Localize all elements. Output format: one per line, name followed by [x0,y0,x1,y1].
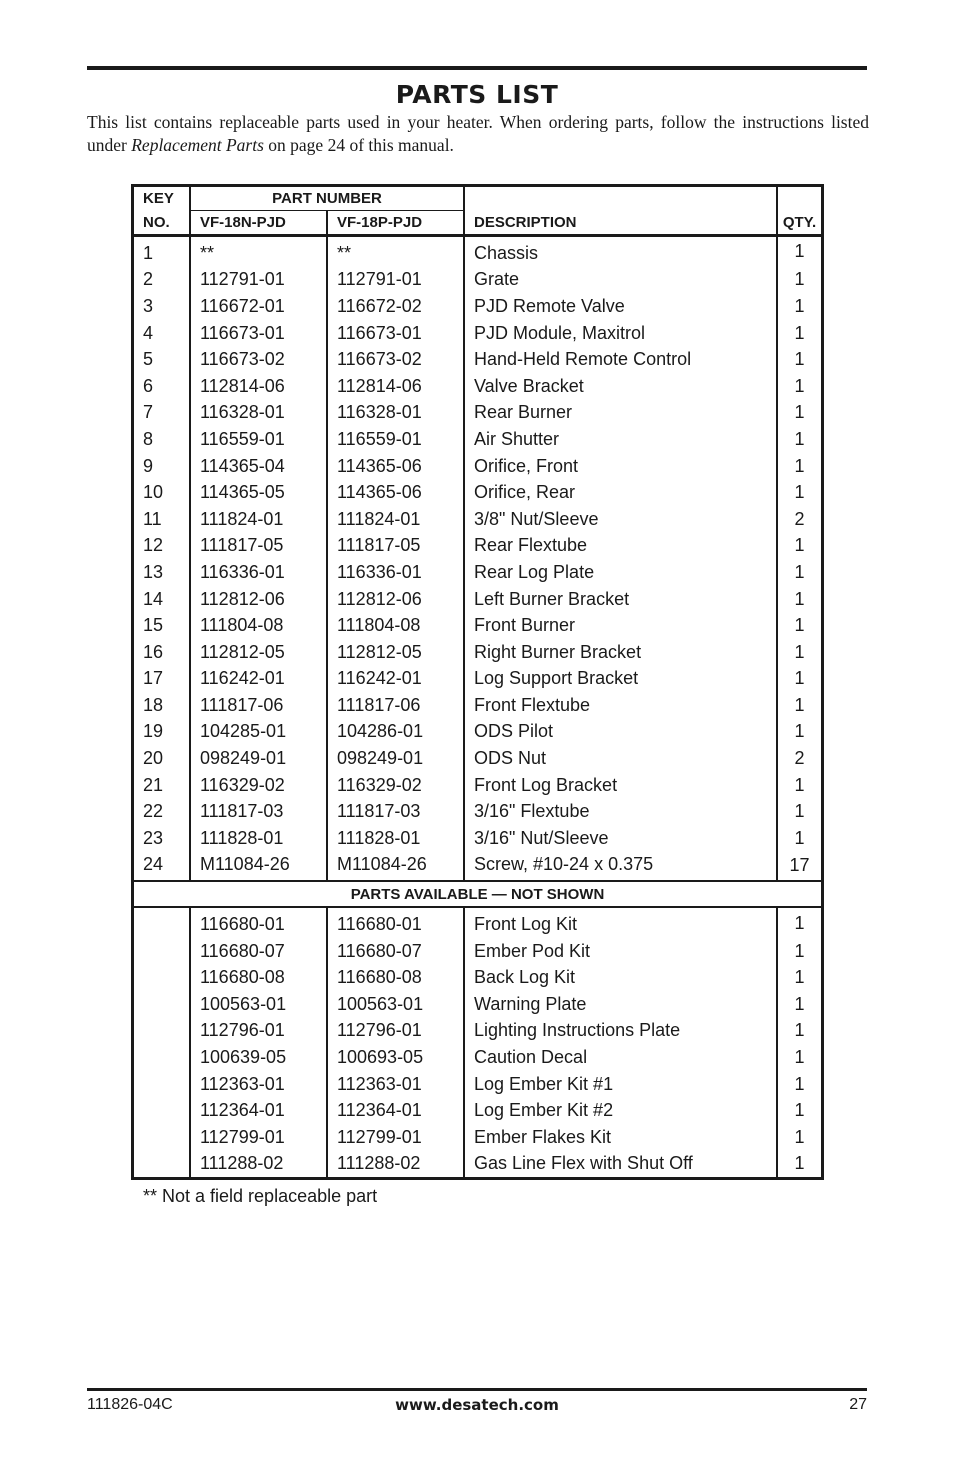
description-cell: Orifice, Rear [464,479,777,506]
part-number-n-cell: 114365-04 [190,453,327,480]
part-number-p-cell: 112363-01 [327,1071,464,1098]
key-number-cell [133,1097,191,1124]
description-cell: Orifice, Front [464,453,777,480]
description-cell: Log Support Bracket [464,666,777,693]
part-number-n-cell: 111828-01 [190,825,327,852]
key-number-cell: 24 [133,852,191,882]
table-row [133,639,823,666]
description-cell: PJD Remote Valve [464,293,777,320]
part-number-p-cell: 111817-06 [327,692,464,719]
part-number-p-cell: ** [327,236,464,267]
table-row [133,267,823,294]
part-number-p-cell: 111804-08 [327,612,464,639]
part-number-p-cell: 112799-01 [327,1124,464,1151]
description-cell: Log Ember Kit #1 [464,1071,777,1098]
key-number-cell: 14 [133,586,191,613]
key-number-cell: 22 [133,798,191,825]
part-number-p-cell: 114365-06 [327,453,464,480]
key-number-cell [133,938,191,965]
header-model-n: VF-18N-PJD [190,211,327,236]
part-number-p-cell: 111817-03 [327,798,464,825]
key-number-cell: 19 [133,719,191,746]
qty-cell: 1 [794,721,805,742]
part-number-p-cell: 112812-06 [327,586,464,613]
part-number-n-cell: 114365-05 [190,479,327,506]
part-number-n-cell: 111804-08 [190,612,327,639]
part-number-p-cell: 116329-02 [327,772,464,799]
table-row [133,745,823,772]
not-shown-header: PARTS AVAILABLE — NOT SHOWN [133,881,823,907]
description-cell: Lighting Instructions Plate [464,1018,777,1045]
qty-cell: 1 [794,801,805,822]
qty-cell: 1 [794,615,805,636]
qty-cell: 1 [794,967,805,988]
top-rule [87,66,867,70]
description-cell: Chassis [464,236,777,267]
qty-cell: 1 [794,428,805,449]
qty-cell: 1 [794,349,805,370]
part-number-n-cell: 112364-01 [190,1097,327,1124]
header-key: KEY [133,186,191,211]
part-number-n-cell: 100639-05 [190,1044,327,1071]
description-cell: PJD Module, Maxitrol [464,320,777,347]
description-cell: ODS Pilot [464,719,777,746]
description-cell: Right Burner Bracket [464,639,777,666]
table-row [133,1124,823,1151]
key-number-cell: 20 [133,745,191,772]
qty-cell: 1 [794,482,805,503]
key-number-cell: 2 [133,267,191,294]
description-cell: Ember Pod Kit [464,938,777,965]
table-row [133,612,823,639]
bottom-rule [87,1388,867,1391]
table-row [133,559,823,586]
qty-cell: 1 [794,993,805,1014]
qty-cell: 1 [794,827,805,848]
table-row [133,692,823,719]
description-cell: Log Ember Kit #2 [464,1097,777,1124]
table-row [133,798,823,825]
part-number-n-cell: 111817-03 [190,798,327,825]
key-number-cell: 10 [133,479,191,506]
qty-cell: 2 [794,748,805,769]
description-cell: Ember Flakes Kit [464,1124,777,1151]
description-cell: Rear Log Plate [464,559,777,586]
key-number-cell [133,907,191,938]
qty-cell: 1 [794,295,805,316]
part-number-p-cell: 116680-08 [327,964,464,991]
table-header-row [133,211,823,236]
qty-cell: 1 [794,588,805,609]
parts-table [131,184,824,1180]
key-number-cell [133,1124,191,1151]
part-number-n-cell: 111817-05 [190,533,327,560]
table-row [133,1044,823,1071]
part-number-n-cell: 112799-01 [190,1124,327,1151]
description-cell: ODS Nut [464,745,777,772]
key-number-cell: 1 [133,236,191,267]
part-number-p-cell: 112791-01 [327,267,464,294]
qty-cell: 1 [794,455,805,476]
key-number-cell [133,964,191,991]
part-number-p-cell: 116336-01 [327,559,464,586]
part-number-n-cell: 116336-01 [190,559,327,586]
part-number-p-cell: 098249-01 [327,745,464,772]
header-key-no: NO. [133,211,191,236]
qty-cell: 1 [794,668,805,689]
table-row [133,586,823,613]
description-cell: 3/16" Nut/Sleeve [464,825,777,852]
part-number-p-cell: 116672-02 [327,293,464,320]
table-row [133,400,823,427]
table-row [133,373,823,400]
header-part-number: PART NUMBER [190,186,464,211]
part-number-n-cell: 112812-05 [190,639,327,666]
part-number-p-cell: 116328-01 [327,400,464,427]
part-number-n-cell: 116329-02 [190,772,327,799]
part-number-n-cell: 116680-01 [190,907,327,938]
not-shown-section [133,881,823,907]
qty-cell: 1 [794,1020,805,1041]
key-number-cell [133,1018,191,1045]
description-cell: Grate [464,267,777,294]
part-number-p-cell: 116559-01 [327,426,464,453]
part-number-p-cell: 116680-07 [327,938,464,965]
part-number-n-cell: 116328-01 [190,400,327,427]
description-cell: Gas Line Flex with Shut Off [464,1151,777,1179]
header-blank [464,186,777,211]
key-number-cell: 8 [133,426,191,453]
table-row [133,293,823,320]
qty-cell: 1 [794,269,805,290]
description-cell: Air Shutter [464,426,777,453]
part-number-p-cell: 114365-06 [327,479,464,506]
key-number-cell: 15 [133,612,191,639]
part-number-p-cell: 112814-06 [327,373,464,400]
qty-cell: 1 [794,402,805,423]
qty-cell: 1 [794,1100,805,1121]
part-number-n-cell: 116680-08 [190,964,327,991]
part-number-p-cell: 111817-05 [327,533,464,560]
table-row [133,666,823,693]
qty-cell: 1 [794,912,805,933]
header-qty: QTY. [777,211,823,236]
qty-cell: 1 [794,535,805,556]
table-row [133,1071,823,1098]
page-number: 27 [849,1396,867,1413]
key-number-cell [133,1071,191,1098]
part-number-n-cell: 116672-01 [190,293,327,320]
part-number-n-cell: 100563-01 [190,991,327,1018]
part-number-n-cell: 112812-06 [190,586,327,613]
part-number-n-cell: 116559-01 [190,426,327,453]
website-link[interactable]: www.desatech.com [395,1396,559,1414]
table-row [133,719,823,746]
part-number-p-cell: 112796-01 [327,1018,464,1045]
part-number-p-cell: 100563-01 [327,991,464,1018]
header-model-p: VF-18P-PJD [327,211,464,236]
table-row [133,825,823,852]
key-number-cell [133,1044,191,1071]
description-cell: 3/8" Nut/Sleeve [464,506,777,533]
part-number-n-cell: M11084-26 [190,852,327,882]
part-number-p-cell: 116680-01 [327,907,464,938]
key-number-cell: 7 [133,400,191,427]
qty-cell: 17 [789,855,810,876]
key-number-cell [133,1151,191,1179]
part-number-n-cell: 112814-06 [190,373,327,400]
part-number-n-cell: 111288-02 [190,1151,327,1179]
table-header-row [133,186,823,211]
part-number-p-cell: 100693-05 [327,1044,464,1071]
table-row [133,346,823,373]
qty-cell: 1 [794,241,805,262]
table-row [133,236,823,267]
key-number-cell: 12 [133,533,191,560]
key-number-cell: 11 [133,506,191,533]
part-number-n-cell: 111817-06 [190,692,327,719]
table-row [133,852,823,882]
description-cell: Front Flextube [464,692,777,719]
table-row [133,964,823,991]
key-number-cell: 18 [133,692,191,719]
header-blank-qty [777,186,823,211]
description-cell: Hand-Held Remote Control [464,346,777,373]
not-shown-rows [133,907,823,1178]
key-number-cell [133,991,191,1018]
part-number-p-cell: 116673-02 [327,346,464,373]
key-number-cell: 23 [133,825,191,852]
part-number-n-cell: 104285-01 [190,719,327,746]
part-number-n-cell: 098249-01 [190,745,327,772]
key-number-cell: 6 [133,373,191,400]
part-number-p-cell: 112812-05 [327,639,464,666]
intro-text: This list contains replaceable parts used in your heater. When ordering parts, follow the instructions listed under [87,112,869,155]
part-number-n-cell: 112363-01 [190,1071,327,1098]
main-rows [133,236,823,882]
part-number-p-cell: 111828-01 [327,825,464,852]
qty-cell: 1 [794,940,805,961]
part-number-n-cell: 112791-01 [190,267,327,294]
key-number-cell: 21 [133,772,191,799]
table-row [133,506,823,533]
description-cell: Warning Plate [464,991,777,1018]
table-row [133,426,823,453]
description-cell: 3/16" Flextube [464,798,777,825]
qty-cell: 1 [794,694,805,715]
part-number-p-cell: 112364-01 [327,1097,464,1124]
qty-cell: 1 [794,1126,805,1147]
part-number-p-cell: 104286-01 [327,719,464,746]
key-number-cell: 3 [133,293,191,320]
part-number-n-cell: 116673-01 [190,320,327,347]
part-number-p-cell: 111288-02 [327,1151,464,1179]
part-number-n-cell: 111824-01 [190,506,327,533]
key-number-cell: 9 [133,453,191,480]
part-number-n-cell: 116673-02 [190,346,327,373]
doc-number: 111826-04C [87,1396,173,1413]
part-number-p-cell: 111824-01 [327,506,464,533]
table-row [133,1097,823,1124]
qty-cell: 1 [794,1153,805,1174]
description-cell: Rear Burner [464,400,777,427]
part-number-n-cell: 116680-07 [190,938,327,965]
intro-text-end: on page 24 of this manual. [263,135,454,155]
table-row [133,938,823,965]
part-number-p-cell: 116673-01 [327,320,464,347]
part-number-n-cell: ** [190,236,327,267]
table-row [133,772,823,799]
table-row [133,1018,823,1045]
key-number-cell: 17 [133,666,191,693]
table-row [133,479,823,506]
part-number-n-cell: 116242-01 [190,666,327,693]
description-cell: Valve Bracket [464,373,777,400]
part-number-n-cell: 112796-01 [190,1018,327,1045]
table-row [133,907,823,938]
key-number-cell: 5 [133,346,191,373]
description-cell: Rear Flextube [464,533,777,560]
part-number-p-cell: M11084-26 [327,852,464,882]
qty-cell: 1 [794,1073,805,1094]
intro-reference: Replacement Parts [131,135,264,155]
table-row [133,320,823,347]
page-title: PARTS LIST [395,80,559,109]
qty-cell: 1 [794,641,805,662]
section-header-row [133,881,823,907]
qty-cell: 1 [794,561,805,582]
qty-cell: 1 [794,322,805,343]
description-cell: Left Burner Bracket [464,586,777,613]
qty-cell: 1 [794,774,805,795]
key-number-cell: 13 [133,559,191,586]
key-number-cell: 16 [133,639,191,666]
description-cell: Front Log Kit [464,907,777,938]
table-row [133,533,823,560]
intro-paragraph [87,111,869,157]
description-cell: Front Log Bracket [464,772,777,799]
part-number-p-cell: 116242-01 [327,666,464,693]
table-row [133,991,823,1018]
qty-cell: 2 [794,508,805,529]
header-description: DESCRIPTION [464,211,777,236]
qty-cell: 1 [794,1047,805,1068]
description-cell: Front Burner [464,612,777,639]
table-row [133,453,823,480]
description-cell: Screw, #10-24 x 0.375 [464,852,777,882]
footnote: ** Not a field replaceable part [143,1186,378,1206]
description-cell: Caution Decal [464,1044,777,1071]
table-row [133,1151,823,1179]
description-cell: Back Log Kit [464,964,777,991]
qty-cell: 1 [794,375,805,396]
key-number-cell: 4 [133,320,191,347]
